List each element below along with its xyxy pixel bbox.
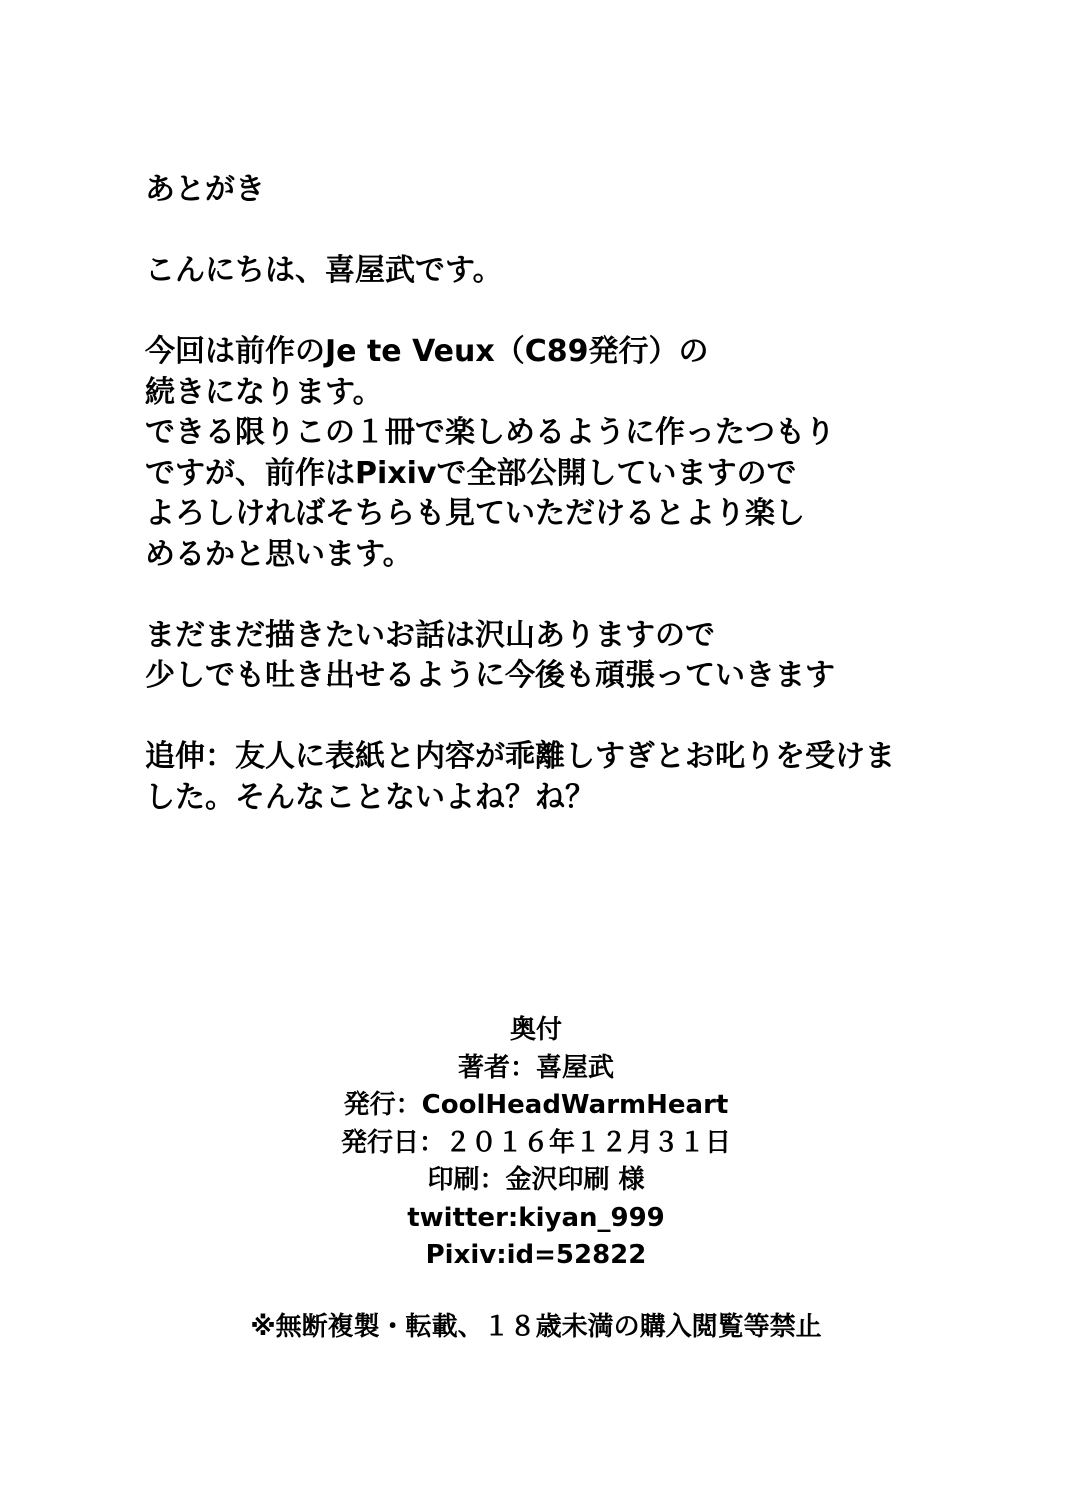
colophon-twitter: twitter:kiyan_999 (407, 1202, 665, 1233)
afterword-postscript-line: した。そんなことないよね？ね？ (145, 779, 595, 815)
colophon-printer: 印刷：金沢印刷 様 (427, 1165, 645, 1195)
colophon-section (0, 1012, 1072, 1275)
copyright-notice: ※無断複製・転載、１８歳未満の購入閲覧等禁止 (250, 1312, 822, 1342)
spacer (145, 697, 1025, 738)
afterword-paragraph1-line: よろしければそちらも見ていただけるとより楽し (145, 496, 805, 531)
afterword-paragraph1-line: めるかと思います。 (145, 536, 413, 572)
afterword-section (145, 170, 1025, 818)
afterword-paragraph1-line: 今回は前作のJe te Veux（C89発行）の (145, 334, 709, 369)
colophon-pixiv: Pixiv:id=52822 (425, 1240, 647, 1270)
colophon-date: 発行日：２０１６年１２月３１日 (340, 1127, 731, 1158)
afterword-postscript-line: 追伸：友人に表紙と内容が乖離しすぎとお叱りを受けま (145, 739, 895, 774)
colophon-publisher: 発行：CoolHeadWarmHeart (343, 1090, 729, 1120)
afterword-paragraph1-line: できる限りこの１冊で楽しめるように作ったつもり (145, 415, 835, 450)
afterword-paragraph1-line: ですが、前作はPixivで全部公開していますので (145, 455, 797, 491)
afterword-paragraph1-line: 続きになります。 (145, 374, 383, 410)
spacer (145, 292, 1025, 333)
spacer (145, 575, 1025, 616)
afterword-greeting: こんにちは、喜屋武です。 (145, 253, 503, 288)
spacer (145, 211, 1025, 252)
colophon-title: 奥付 (509, 1015, 562, 1045)
afterword-heading: あとがき (145, 172, 265, 207)
afterword-paragraph2-line: まだまだ描きたいお話は沢山ありますので (145, 617, 715, 653)
colophon-author: 著者：喜屋武 (457, 1052, 614, 1083)
afterword-paragraph2-line: 少しでも吐き出せるように今後も頑張っていきます (145, 658, 835, 693)
